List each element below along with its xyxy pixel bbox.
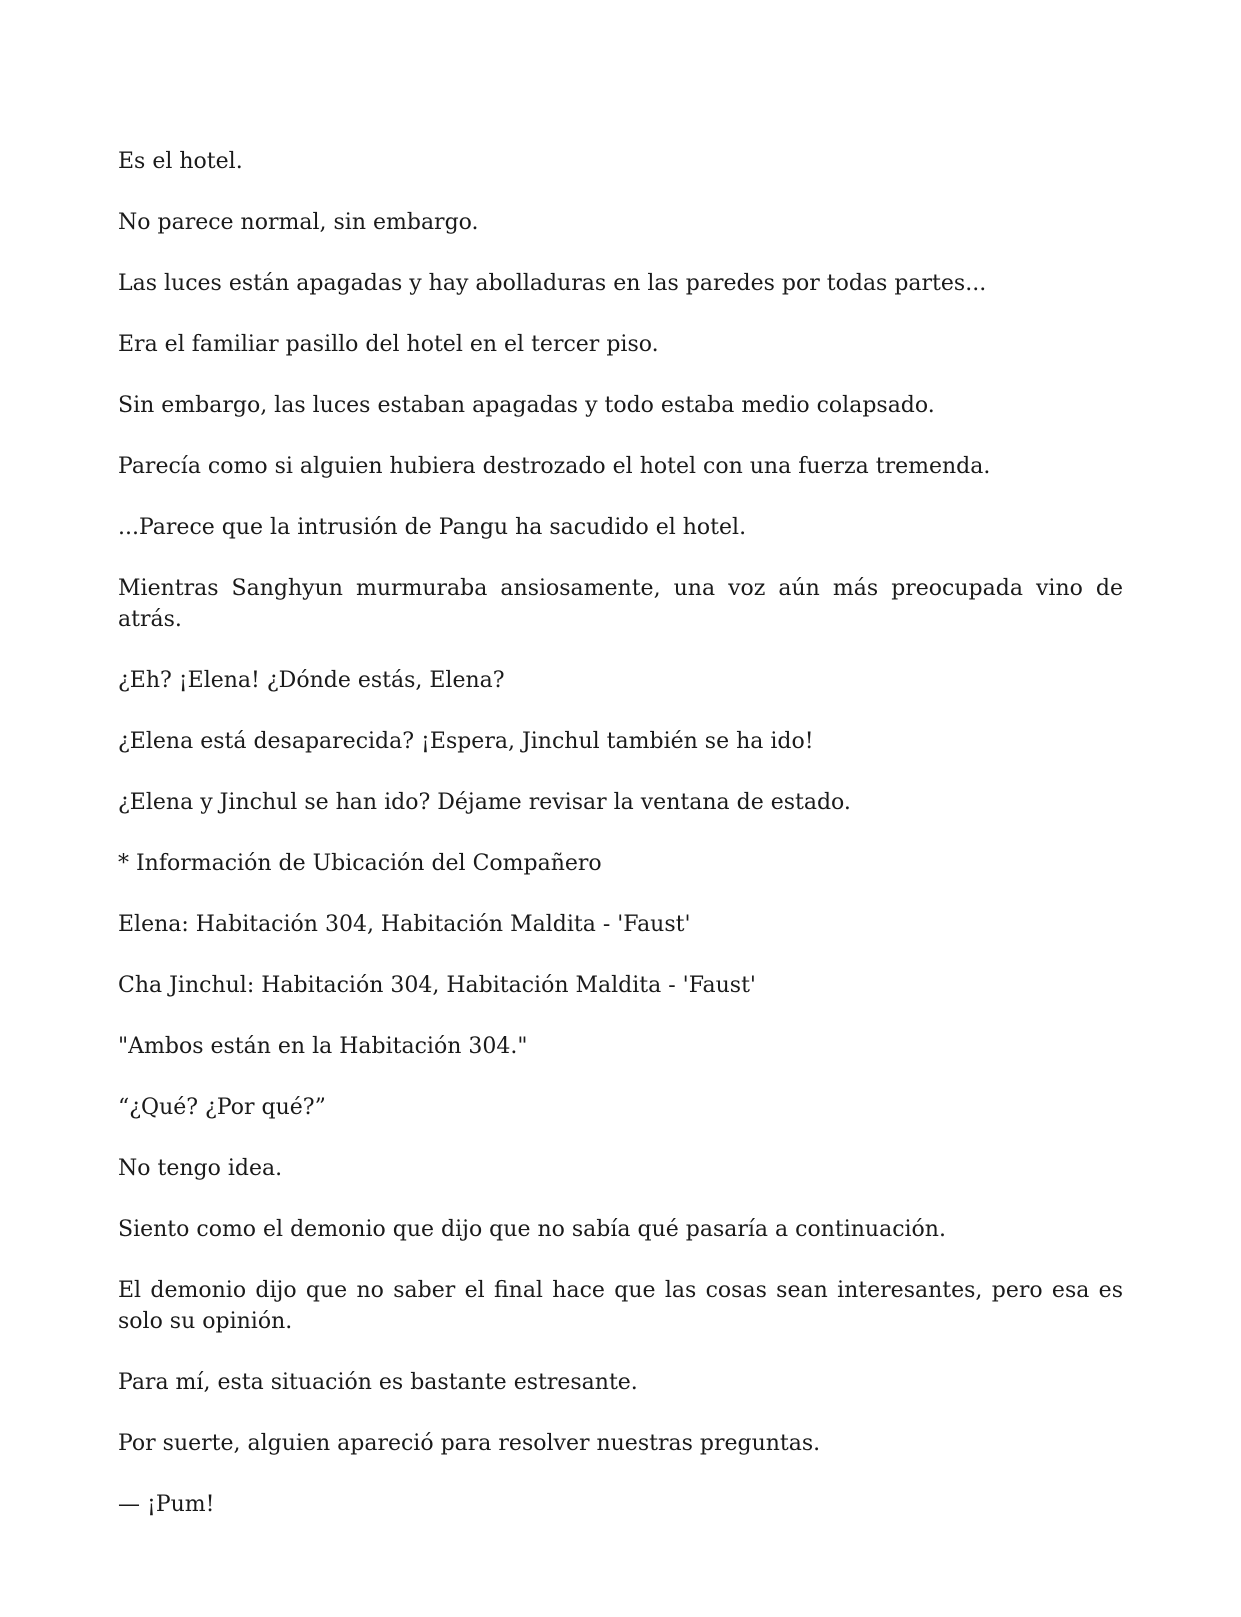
paragraph-10: ¿Elena está desaparecida? ¡Espera, Jinchul también se ha ido! (118, 729, 814, 754)
paragraph-13: Elena: Habitación 304, Habitación Maldita - 'Faust' (118, 912, 691, 937)
paragraph-6: Parecía como si alguien hubiera destrozado el hotel con una fuerza tremenda. (118, 454, 991, 479)
paragraph-8: Mientras Sanghyun murmuraba ansiosamente, una voz aún más preocupada vino de atrás. (118, 576, 1123, 632)
paragraph-14: Cha Jinchul: Habitación 304, Habitación Maldita - 'Faust' (118, 973, 756, 998)
paragraph-1: Es el hotel. (118, 149, 243, 174)
document-body (118, 146, 1123, 1550)
paragraph-3: Las luces están apagadas y hay abolladuras en las paredes por todas partes... (118, 271, 987, 296)
paragraph-9: ¿Eh? ¡Elena! ¿Dónde estás, Elena? (118, 668, 505, 693)
paragraph-11: ¿Elena y Jinchul se han ido? Déjame revisar la ventana de estado. (118, 790, 851, 815)
paragraph-7: ...Parece que la intrusión de Pangu ha sacudido el hotel. (118, 515, 747, 540)
paragraph-21: Por suerte, alguien apareció para resolver nuestras preguntas. (118, 1431, 821, 1456)
paragraph-20: Para mí, esta situación es bastante estresante. (118, 1370, 638, 1395)
paragraph-2: No parece normal, sin embargo. (118, 210, 479, 235)
paragraph-16: “¿Qué? ¿Por qué?” (118, 1095, 326, 1120)
paragraph-4: Era el familiar pasillo del hotel en el tercer piso. (118, 332, 659, 357)
paragraph-22: — ¡Pum! (118, 1492, 215, 1517)
paragraph-12: * Información de Ubicación del Compañero (118, 851, 602, 876)
paragraph-19: El demonio dijo que no saber el final hace que las cosas sean interesantes, pero esa es solo su opinión. (118, 1278, 1123, 1334)
paragraph-15: "Ambos están en la Habitación 304." (118, 1034, 528, 1059)
paragraph-17: No tengo idea. (118, 1156, 283, 1181)
paragraph-18: Siento como el demonio que dijo que no sabía qué pasaría a continuación. (118, 1217, 946, 1242)
paragraph-5: Sin embargo, las luces estaban apagadas y todo estaba medio colapsado. (118, 393, 935, 418)
